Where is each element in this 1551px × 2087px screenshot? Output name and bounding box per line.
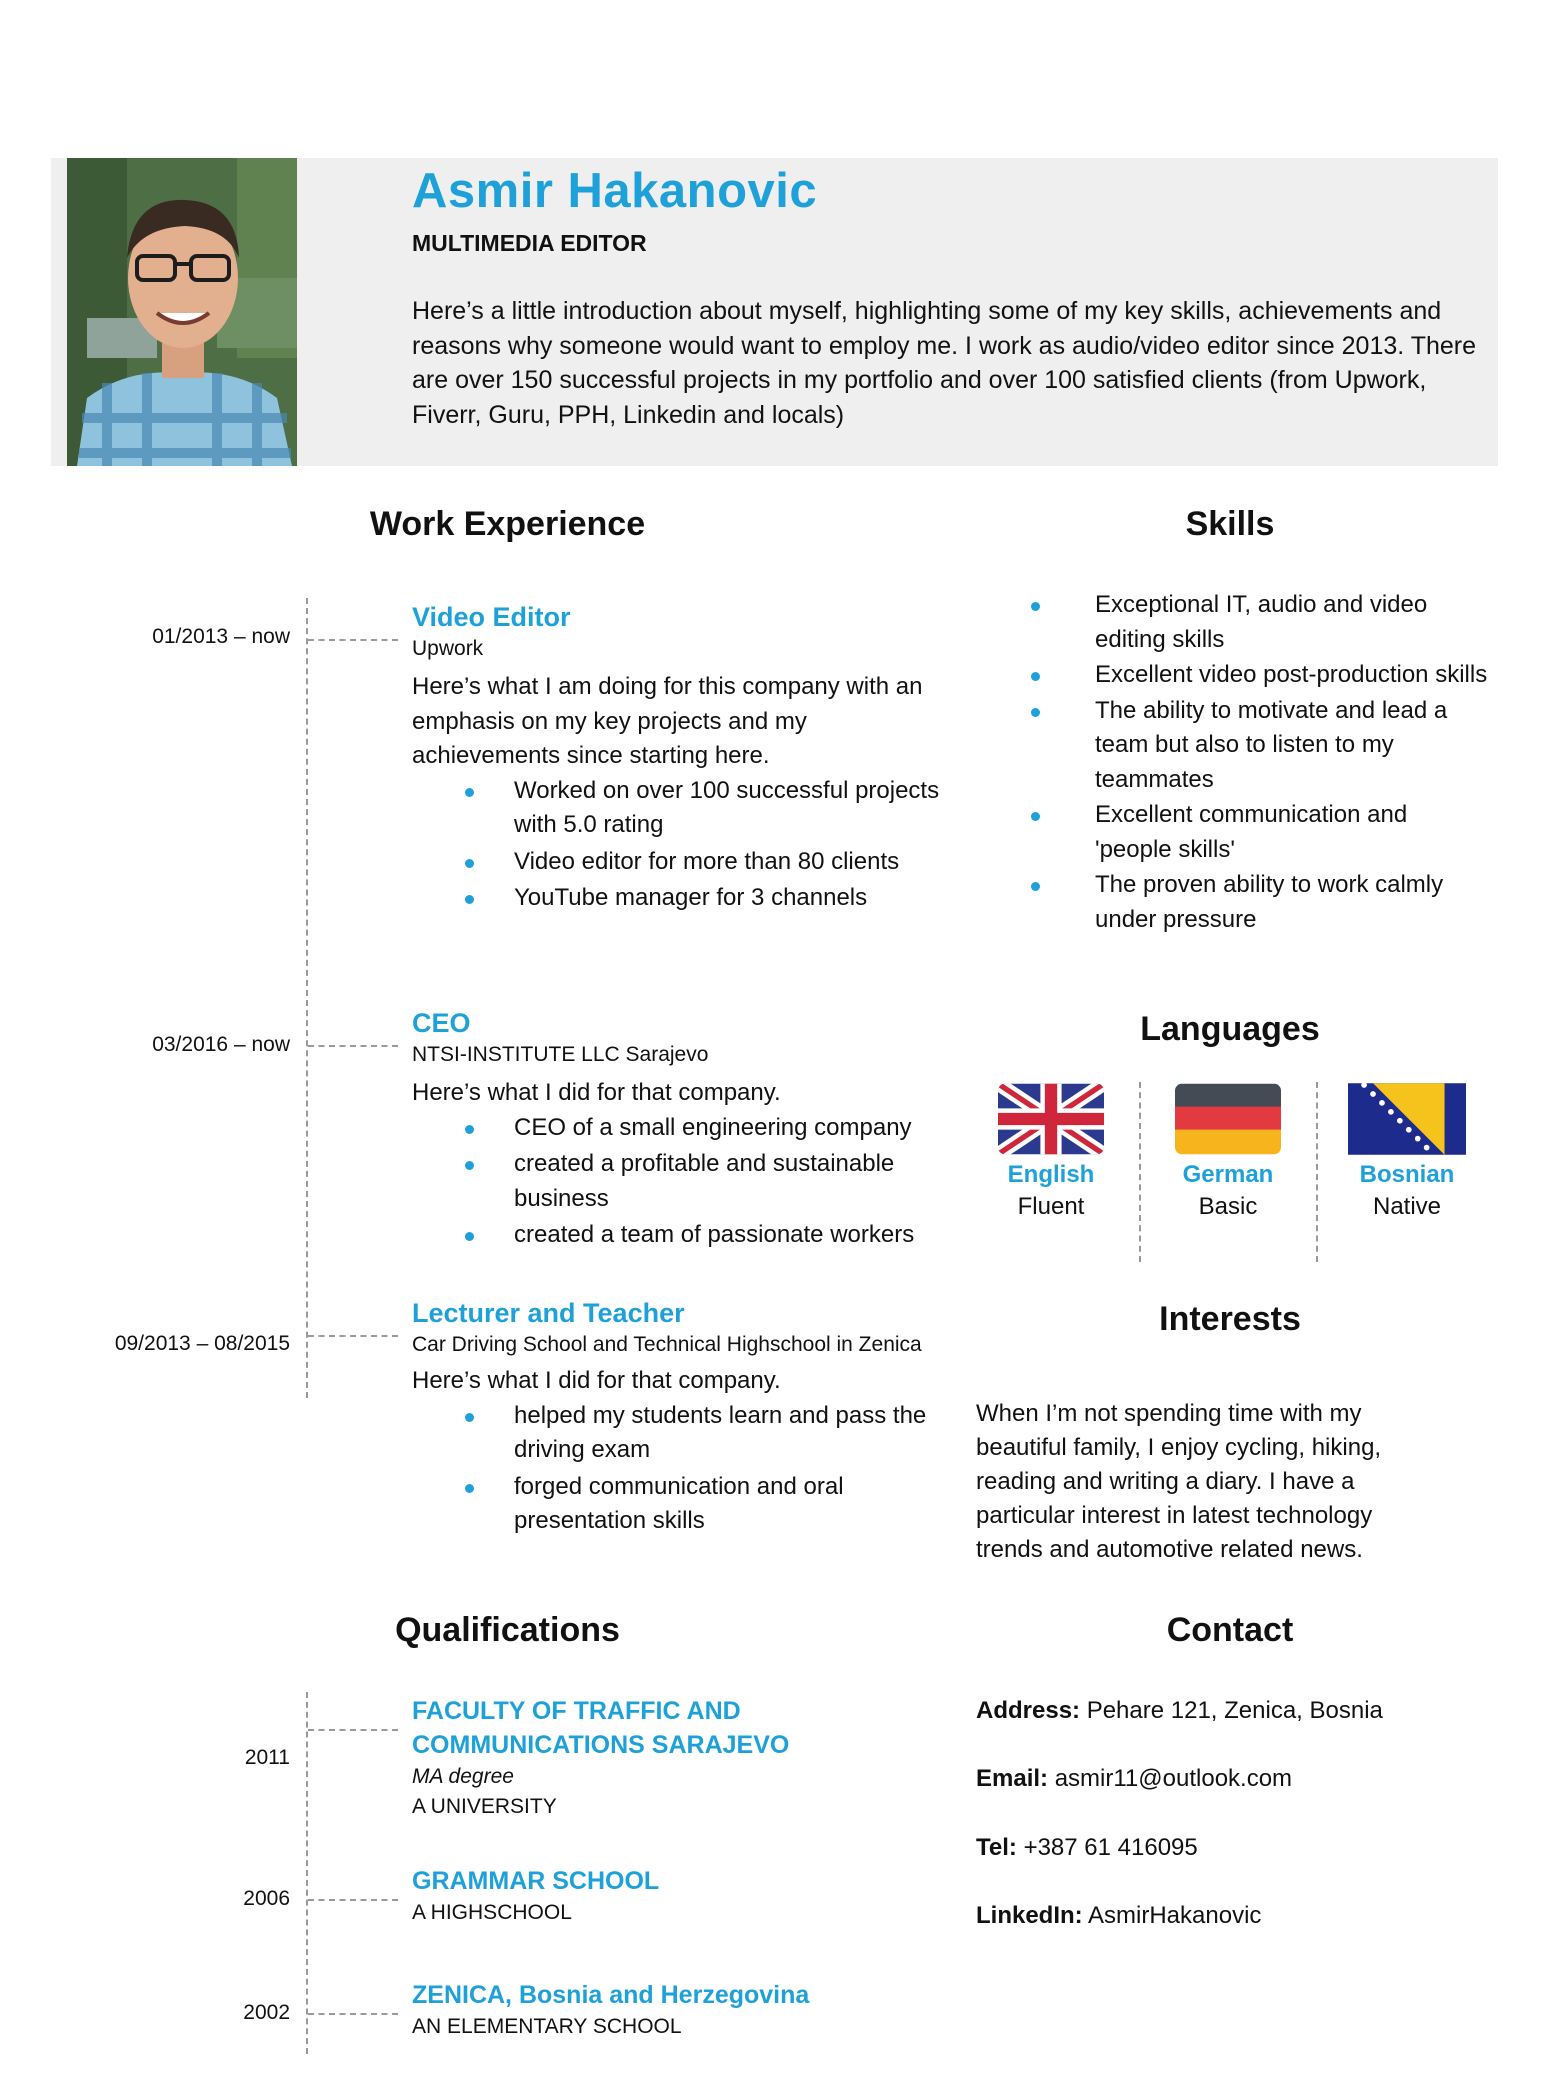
timeline-connector <box>308 2013 398 2015</box>
work-timeline-line <box>306 598 308 1398</box>
job-title: MULTIMEDIA EDITOR <box>412 230 647 256</box>
list-item: Excellent communication and 'people skills' <box>1020 798 1490 867</box>
contact-label: LinkedIn: <box>976 1902 1083 1929</box>
language-level: Fluent <box>1017 1193 1085 1220</box>
contact-value[interactable]: AsmirHakanovic <box>1088 1902 1262 1929</box>
contact-value[interactable]: asmir11@outlook.com <box>1054 1765 1293 1792</box>
job-entry <box>412 1298 932 1541</box>
list-item: Video editor for more than 80 clients <box>412 845 952 880</box>
skills-list <box>1020 588 1490 937</box>
qualification-year: 2011 <box>244 1746 290 1769</box>
qualifications-heading: Qualifications <box>395 1611 620 1649</box>
skills-heading: Skills <box>1185 505 1275 543</box>
job-bullets <box>412 1111 952 1253</box>
language-divider <box>1139 1082 1141 1262</box>
qualifications-timeline-line <box>306 1692 308 2054</box>
person-name: Asmir Hakanovic <box>412 164 818 218</box>
timeline-connector <box>308 1335 398 1337</box>
timeline-connector <box>308 1729 398 1731</box>
job-entry <box>412 1008 952 1255</box>
job-date: 01/2013 – now <box>152 625 290 648</box>
language-name: English <box>1007 1161 1095 1188</box>
qualification-degree: MA degree <box>412 1765 514 1788</box>
work-experience-heading: Work Experience <box>369 505 646 543</box>
contact-tel <box>976 1834 1198 1862</box>
contact-label: Tel: <box>976 1834 1017 1861</box>
timeline-connector <box>308 1045 398 1047</box>
job-description: Here’s what I am doing for this company with an emphasis on my key projects and my achievements since starting here. <box>412 673 923 769</box>
qualification-year: 2002 <box>243 2001 290 2024</box>
qualification-entry <box>412 1978 972 2042</box>
job-title: Video Editor <box>412 602 571 632</box>
language-name: German <box>1182 1161 1274 1188</box>
job-title: Lecturer and Teacher <box>412 1298 685 1328</box>
job-bullets <box>412 1399 932 1539</box>
interests-text: When I’m not spending time with my beautiful family, I enjoy cycling, hiking, reading and writing a diary. I have a particular interest in latest technology trends and automotive related news. <box>976 1400 1382 1563</box>
language-level: Native <box>1372 1193 1442 1220</box>
job-title: CEO <box>412 1008 471 1038</box>
timeline-connector <box>308 1899 398 1901</box>
job-company: Car Driving School and Technical Highschool in Zenica <box>412 1333 922 1356</box>
language-name: Bosnian <box>1359 1161 1455 1188</box>
contact-address <box>976 1697 1383 1725</box>
contact-linkedin <box>976 1902 1261 1930</box>
list-item: The ability to motivate and lead a team but also to listen to my teammates <box>1020 694 1490 798</box>
qualification-entry <box>412 1864 932 1928</box>
list-item: YouTube manager for 3 channels <box>412 881 952 916</box>
language-divider <box>1316 1082 1318 1262</box>
language-level: Basic <box>1198 1193 1258 1220</box>
qualification-entry <box>412 1694 932 1822</box>
profile-photo <box>67 158 297 466</box>
list-item: Excellent video post-production skills <box>1020 658 1490 693</box>
list-item: The proven ability to work calmly under pressure <box>1020 868 1490 937</box>
list-item: forged communication and oral presentation skills <box>412 1470 932 1539</box>
job-company: NTSI-INSTITUTE LLC Sarajevo <box>412 1043 709 1066</box>
list-item: created a profitable and sustainable business <box>412 1147 952 1216</box>
contact-heading: Contact <box>1166 1611 1294 1649</box>
intro-text: Here’s a little introduction about myself, highlighting some of my key skills, achievements and reasons why someone would want to employ me. I work as audio/video editor since 2013. There are over 150 successful projects in my portfolio and over 100 satisfied clients (from Upwork, Fiverr, Guru, PPH, Linkedin and locals) <box>412 297 1477 429</box>
languages-heading: Languages <box>1140 1010 1320 1048</box>
job-description: Here’s what I did for that company. <box>412 1079 781 1106</box>
qualification-year: 2006 <box>243 1887 290 1910</box>
timeline-connector <box>308 639 398 641</box>
bosnia-flag-icon <box>1348 1083 1466 1155</box>
list-item: Worked on over 100 successful projects with 5.0 rating <box>412 774 952 843</box>
interests-heading: Interests <box>1159 1300 1301 1338</box>
qualification-type: AN ELEMENTARY SCHOOL <box>412 2015 682 2038</box>
list-item: Exceptional IT, audio and video editing skills <box>1020 588 1490 657</box>
job-date: 03/2016 – now <box>152 1033 290 1056</box>
qualification-title: GRAMMAR SCHOOL <box>412 1867 660 1895</box>
job-date: 09/2013 – 08/2015 <box>114 1332 290 1355</box>
contact-email <box>976 1765 1292 1793</box>
qualification-title: FACULTY OF TRAFFIC AND <box>412 1697 741 1725</box>
language-german <box>1148 1083 1308 1221</box>
qualification-type: A HIGHSCHOOL <box>412 1901 572 1924</box>
uk-flag-icon <box>998 1083 1104 1155</box>
qualification-title: COMMUNICATIONS SARAJEVO <box>412 1731 790 1759</box>
qualification-type: A UNIVERSITY <box>412 1795 557 1818</box>
germany-flag-icon <box>1175 1083 1281 1155</box>
list-item: helped my students learn and pass the driving exam <box>412 1399 932 1468</box>
contact-label: Address: <box>976 1697 1081 1724</box>
job-description: Here’s what I did for that company. <box>412 1367 781 1394</box>
contact-label: Email: <box>976 1765 1049 1792</box>
list-item: CEO of a small engineering company <box>412 1111 952 1146</box>
job-company: Upwork <box>412 637 484 660</box>
contact-value: Pehare 121, Zenica, Bosnia <box>1086 1697 1383 1724</box>
qualification-title: ZENICA, Bosnia and Herzegovina <box>412 1981 810 2009</box>
skills-list-container <box>1020 588 1490 938</box>
list-item: created a team of passionate workers <box>412 1218 952 1253</box>
language-bosnian <box>1327 1083 1487 1221</box>
language-english <box>971 1083 1131 1221</box>
job-bullets <box>412 774 952 916</box>
contact-value: +387 61 416095 <box>1023 1834 1198 1861</box>
job-entry <box>412 602 952 918</box>
